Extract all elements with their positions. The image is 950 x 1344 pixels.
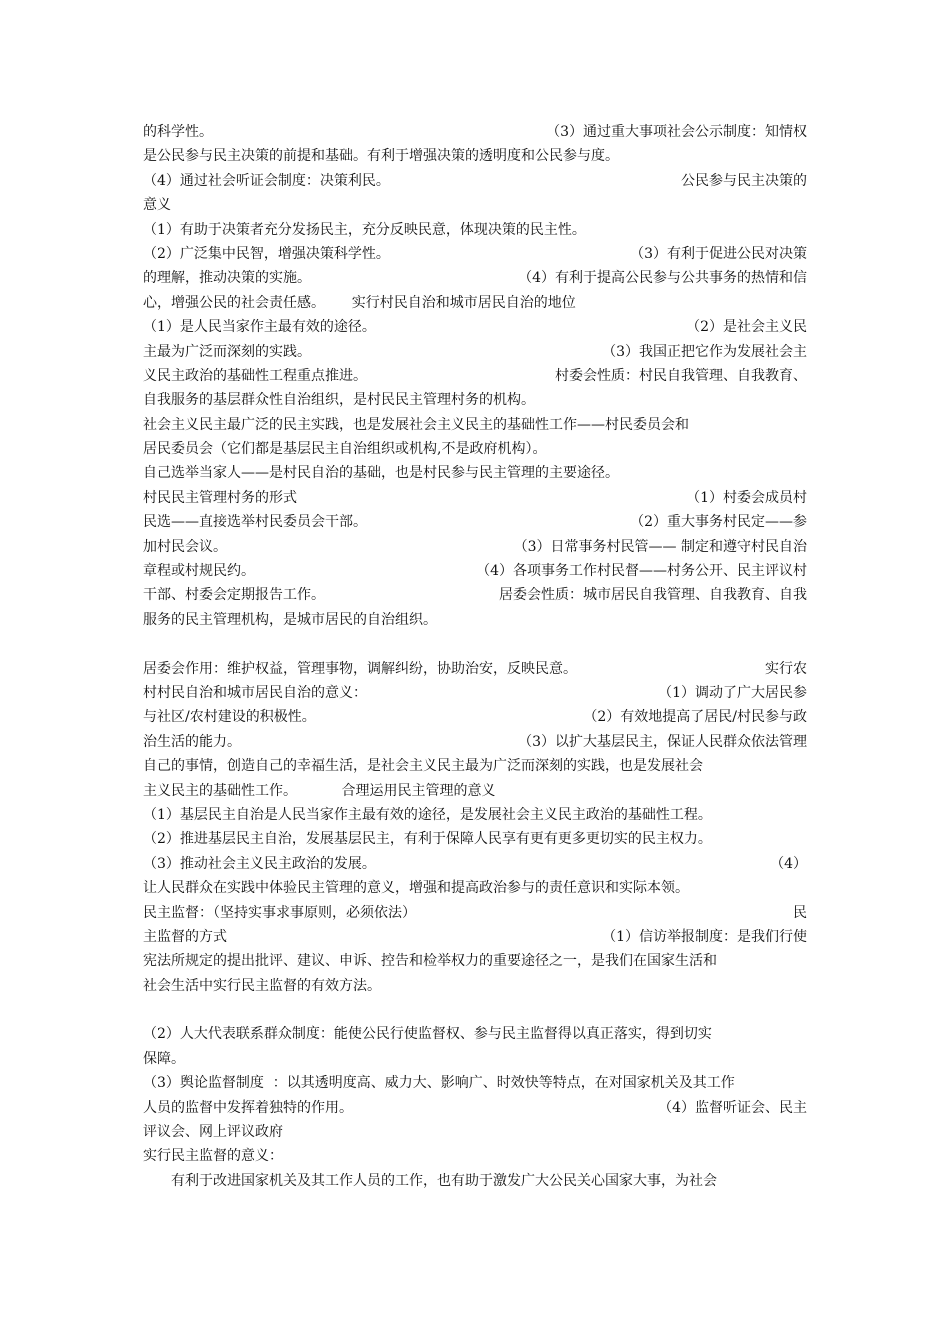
text-line bbox=[143, 535, 807, 559]
text-line bbox=[143, 876, 807, 900]
text-line bbox=[143, 901, 807, 925]
line-text-left: 主最为广泛而深刻的实践。 bbox=[143, 343, 311, 360]
text-line bbox=[143, 1120, 807, 1144]
line-text-left: 保障。 bbox=[143, 1050, 185, 1067]
line-text-left: 意义 bbox=[143, 197, 171, 214]
text-line bbox=[143, 1022, 807, 1046]
text-line bbox=[143, 1047, 807, 1071]
line-text-right: （1）信访举报制度：是我们行使 bbox=[602, 928, 807, 945]
text-line bbox=[143, 218, 807, 242]
text-line bbox=[143, 340, 807, 364]
line-text-left: 自己选举当家人——是村民自治的基础，也是村民参与民主管理的主要途径。 bbox=[143, 465, 619, 482]
text-line bbox=[143, 486, 807, 510]
line-text-left: 与社区/农村建设的积极性。 bbox=[143, 709, 316, 726]
text-line bbox=[143, 1071, 807, 1095]
line-text-right: （2）重大事务村民定——参 bbox=[630, 514, 807, 531]
line-text-left: 社会生活中实行民主监督的有效方法。 bbox=[143, 977, 381, 994]
line-text-right: （4）各项事务工作村民督——村务公开、民主评议村 bbox=[476, 563, 807, 580]
line-text-left: 加村民会议。 bbox=[143, 538, 227, 555]
line-text-left: 主义民主的基础性工作。 合理运用民主管理的意义 bbox=[143, 782, 496, 799]
text-line bbox=[143, 803, 807, 827]
line-text-left: （3）推动社会主义民主政治的发展。 bbox=[143, 855, 376, 872]
line-text-right: 居委会性质：城市居民自我管理、自我教育、自我 bbox=[499, 587, 807, 604]
line-text-left: （4）通过社会听证会制度：决策利民。 bbox=[143, 172, 390, 189]
text-line bbox=[143, 852, 807, 876]
line-text-left: （1）基层民主自治是人民当家作主最有效的途径，是发展社会主义民主政治的基础性工程。 bbox=[143, 806, 712, 823]
line-text-left: 实行民主监督的意义： bbox=[143, 1148, 283, 1165]
text-line bbox=[143, 925, 807, 949]
text-line bbox=[143, 608, 807, 632]
text-line bbox=[143, 144, 807, 168]
line-text-right: （3）我国正把它作为发展社会主 bbox=[602, 343, 807, 360]
text-line bbox=[143, 681, 807, 705]
line-text-left: 让人民群众在实践中体验民主管理的意义，增强和提高政治参与的责任意识和实际本领。 bbox=[143, 880, 689, 897]
line-text-left: 居民委员会（它们都是基层民主自治组织或机构,不是政府机构）。 bbox=[143, 441, 547, 458]
line-text-left: 心，增强公民的社会责任感。 实行村民自治和城市居民自治的地位 bbox=[143, 294, 576, 311]
text-line bbox=[143, 779, 807, 803]
text-line bbox=[143, 1096, 807, 1120]
line-text-right: （2）有效地提高了居民/村民参与政 bbox=[583, 709, 807, 726]
text-line bbox=[143, 657, 807, 681]
line-text-left: （1）有助于决策者充分发扬民主，充分反映民意，体现决策的民主性。 bbox=[143, 221, 586, 238]
line-text-left: 评议会、网上评议政府 bbox=[143, 1124, 283, 1141]
text-line bbox=[143, 242, 807, 266]
line-text-left: （2）人大代表联系群众制度：能使公民行使监督权、参与民主监督得以真正落实，得到切实 bbox=[143, 1026, 712, 1043]
line-text-right: （1）村委会成员村 bbox=[686, 489, 807, 506]
text-line bbox=[143, 754, 807, 778]
line-text-right: （3）有利于促进公民对决策 bbox=[630, 245, 807, 262]
line-text-left: 宪法所规定的提出批评、建议、申诉、控告和检举权力的重要途径之一，是我们在国家生活和 bbox=[143, 953, 717, 970]
line-text-left: 服务的民主管理机构，是城市居民的自治组织。 bbox=[143, 611, 437, 628]
text-line bbox=[143, 364, 807, 388]
text-line bbox=[143, 1144, 807, 1168]
line-text-right: （2）是社会主义民 bbox=[686, 319, 807, 336]
text-line bbox=[143, 730, 807, 754]
text-line bbox=[143, 1169, 807, 1193]
text-line bbox=[143, 413, 807, 437]
text-line bbox=[143, 949, 807, 973]
text-line bbox=[143, 120, 807, 144]
text-line bbox=[143, 437, 807, 461]
line-text-left: 义民主政治的基础性工程重点推进。 bbox=[143, 367, 367, 384]
line-text-right: （3）以扩大基层民主，保证人民群众依法管理 bbox=[518, 733, 807, 750]
line-text-right: （4） bbox=[770, 855, 807, 872]
line-text-right: （3）通过重大事项社会公示制度：知情权 bbox=[546, 124, 807, 140]
text-line bbox=[143, 291, 807, 315]
line-text-left: 干部、村委会定期报告工作。 bbox=[143, 587, 325, 604]
line-text-left: 有利于改进国家机关及其工作人员的工作，也有助于激发广大公民关心国家大事，为社会 bbox=[171, 1172, 717, 1189]
line-text-right: （1）调动了广大居民参 bbox=[658, 684, 807, 701]
line-text-left: 是公民参与民主决策的前提和基础。有利于增强决策的透明度和公民参与度。 bbox=[143, 148, 619, 165]
line-text-left: 主监督的方式 bbox=[143, 928, 227, 945]
line-text-left: 人员的监督中发挥着独特的作用。 bbox=[143, 1099, 353, 1116]
line-text-right: 实行农 bbox=[765, 660, 807, 677]
text-line bbox=[143, 974, 807, 998]
line-text-left: 自我服务的基层群众性自治组织，是村民民主管理村务的机构。 bbox=[143, 392, 535, 409]
text-line bbox=[143, 461, 807, 485]
line-text-right: （4）有利于提高公民参与公共事务的热情和信 bbox=[518, 270, 807, 287]
line-text-left: 社会主义民主最广泛的民主实践，也是发展社会主义民主的基础性工作——村民委员会和 bbox=[143, 416, 689, 433]
text-line bbox=[143, 169, 807, 193]
line-text-left: 的科学性。 bbox=[143, 124, 213, 140]
text-line bbox=[143, 827, 807, 851]
line-text-left: 民主监督：（坚持实事求事原则，必须依法） bbox=[143, 904, 416, 921]
line-text-left: 章程或村规民约。 bbox=[143, 563, 255, 580]
text-line bbox=[143, 559, 807, 583]
text-line bbox=[143, 266, 807, 290]
line-text-right: 民 bbox=[793, 904, 807, 921]
text-line bbox=[143, 315, 807, 339]
line-text-right: 公民参与民主决策的 bbox=[681, 172, 807, 189]
text-line bbox=[143, 632, 807, 656]
text-line bbox=[143, 388, 807, 412]
line-text-right: （3）日常事务村民管—— 制定和遵守村民自治 bbox=[513, 538, 807, 555]
text-line bbox=[143, 510, 807, 534]
document-body bbox=[143, 120, 807, 1193]
text-line bbox=[143, 193, 807, 217]
line-text-left: 自己的事情，创造自己的幸福生活，是社会主义民主最为广泛而深刻的实践，也是发展社会 bbox=[143, 758, 703, 775]
line-text-left: （2）广泛集中民智，增强决策科学性。 bbox=[143, 245, 390, 262]
line-text-left: 村民民主管理村务的形式 bbox=[143, 489, 297, 506]
line-text-right: 村委会性质：村民自我管理、自我教育、 bbox=[555, 367, 807, 384]
line-text-left: 的理解，推动决策的实施。 bbox=[143, 270, 311, 287]
line-text-left: 民选——直接选举村民委员会干部。 bbox=[143, 514, 367, 531]
line-text-left: 村村民自治和城市居民自治的意义： bbox=[143, 684, 367, 701]
line-text-left: 治生活的能力。 bbox=[143, 733, 241, 750]
line-text-right: （4）监督听证会、民主 bbox=[658, 1099, 807, 1116]
line-text-left: 居委会作用：维护权益，管理事物，调解纠纷，协助治安，反映民意。 bbox=[143, 660, 577, 677]
line-text-left: （3）舆论监督制度 ：以其透明度高、威力大、影响广、时效快等特点，在对国家机关及其工作 bbox=[143, 1075, 735, 1092]
line-text-left: （1）是人民当家作主最有效的途径。 bbox=[143, 319, 376, 336]
text-line bbox=[143, 705, 807, 729]
text-line bbox=[143, 583, 807, 607]
text-line bbox=[143, 998, 807, 1022]
line-text-left: （2）推进基层民主自治，发展基层民主，有利于保障人民享有更有更多更切实的民主权力。 bbox=[143, 831, 712, 848]
